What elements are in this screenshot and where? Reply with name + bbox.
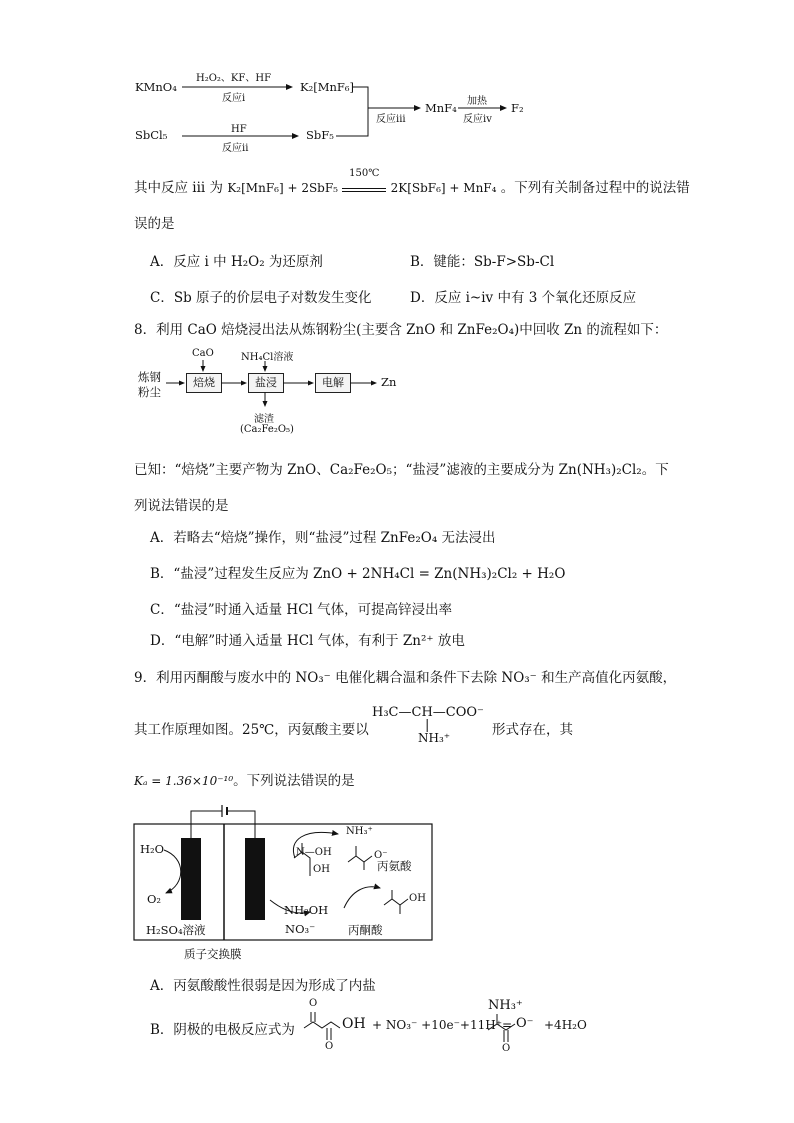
cao-label: CaO (192, 348, 214, 359)
leach-box: 盐浸 (248, 373, 284, 393)
q7-stem-b: 。下列有关制备过程中的说法错 (500, 180, 690, 196)
cell-o2-label: O₂ (147, 892, 162, 906)
option-b-ominus: O⁻ (516, 1016, 534, 1031)
oxime-oh-label: OH (313, 864, 330, 875)
residue-formula: (Ca₂Fe₂O₅) (240, 424, 294, 435)
oxime-noh-label: N—OH (296, 847, 332, 858)
q7-option-b: B．键能：Sb-F>Sb-Cl (410, 254, 555, 270)
sbcl5-label: SbCl₅ (135, 128, 168, 142)
k2mnf6-label: K₂[MnF₆] (300, 80, 354, 94)
q9-option-a: A．丙氨酸酸性很弱是因为形成了内盐 (150, 978, 376, 994)
cell-h2o-label: H₂O (140, 842, 165, 856)
source-label-2: 粉尘 (138, 385, 161, 399)
ka-expression: Kₐ = 1.36×10⁻¹⁰ (134, 774, 234, 788)
kmno4-label: KMnO₄ (135, 80, 177, 94)
nh2oh-label: NH₂OH (284, 903, 329, 917)
option-b-suffix: +4H₂O (544, 1018, 587, 1032)
q8-option-d: D．“电解”时通入适量 HCl 气体，有利于 Zn²⁺ 放电 (150, 633, 465, 649)
electrolysis-box: 电解 (315, 373, 351, 393)
roast-box: 焙烧 (186, 373, 222, 393)
mnf4-label: MnF₄ (425, 101, 457, 115)
reagent-i-label: H₂O₂、KF、HF (196, 73, 272, 84)
reaction-ii-label: 反应ii (222, 143, 249, 154)
q9-stem-line2b: 形式存在，其 (492, 722, 573, 738)
cell-h2so4-label: H₂SO₄溶液 (146, 923, 206, 937)
q7-option-c: C．Sb 原子的价层电子对数发生变化 (150, 290, 372, 306)
residue-label: 滤渣 (254, 414, 274, 425)
reaction-i-label: 反应i (222, 93, 246, 104)
q8-option-c: C．“盐浸”时通入适量 HCl 气体，可提高锌浸出率 (150, 602, 453, 618)
option-b-oh: OH (342, 1016, 366, 1032)
q8-known-line2: 列说法错误的是 (134, 498, 229, 514)
reaction-iv-label: 反应iv (463, 114, 492, 125)
q9-stem-3: 。下列说法错误的是 (233, 773, 355, 789)
q7-option-a: A．反应 i 中 H₂O₂ 为还原剂 (150, 254, 323, 270)
q7-stem-line2: 误的是 (134, 216, 175, 232)
reagent-ii-label: HF (231, 124, 247, 135)
q8-known-line1: 已知：“焙烧”主要产物为 ZnO、Ca₂Fe₂O₅；“盐浸”滤液的主要成分为 Zn(NH₃)₂Cl₂。下 (134, 462, 669, 478)
f2-label: F₂ (511, 101, 524, 115)
alanine-name-label: 丙氨酸 (377, 859, 412, 873)
source-label-1: 炼钢 (138, 370, 161, 384)
q8-stem: 8．利用 CaO 焙烧浸出法从炼钢粉尘(主要含 ZnO 和 ZnFe₂O₄)中回收 Zn 的流程如下： (134, 322, 668, 338)
alanine-structure-top: H₃C—CH—COO⁻ (372, 705, 484, 720)
q7-stem-a: 其中反应 iii 为 (134, 180, 224, 196)
pyruvic-oh-label: OH (409, 893, 426, 904)
nh4cl-label: NH₄Cl溶液 (241, 352, 294, 363)
heat-label: 加热 (467, 96, 487, 107)
option-b-middle: + NO₃⁻ +10e⁻+11H⁺= (372, 1018, 513, 1032)
option-b-nh3: NH₃⁺ (488, 998, 523, 1013)
alanine-nh3-label: NH₃⁺ (346, 826, 373, 837)
q7-eq-left: K₂[MnF₆] + 2SbF₅ (227, 181, 338, 195)
q8-option-b: B．“盐浸”过程发生反应为 ZnO + 2NH₄Cl = Zn(NH₃)₂Cl₂ + H₂O (150, 566, 566, 582)
q7-eq-condition: 150℃ (349, 168, 380, 179)
q9-stem-line2a: 其工作原理如图。25℃，丙氨酸主要以 (134, 722, 369, 738)
alanine-ominus-label: O⁻ (374, 850, 388, 861)
sbf5-label: SbF₅ (306, 128, 334, 142)
q9-option-b-prefix: B．阴极的电极反应式为 (150, 1022, 295, 1038)
q9-stem-line1: 9．利用丙酮酸与废水中的 NO₃⁻ 电催化耦合温和条件下去除 NO₃⁻ 和生产高值化丙氨酸， (134, 670, 677, 686)
zn-product-label: Zn (381, 375, 397, 389)
no3-label: NO₃⁻ (285, 922, 316, 936)
q8-option-a: A．若略去“焙烧”操作，则“盐浸”过程 ZnFe₂O₄ 无法浸出 (150, 530, 496, 546)
q7-eq-right: 2K[SbF₆] + MnF₄ (390, 181, 497, 195)
q7-option-d: D．反应 i~iv 中有 3 个氧化还原反应 (410, 290, 637, 306)
alanine-structure-bottom: NH₃⁺ (418, 731, 451, 745)
reaction-iii-label: 反应iii (376, 114, 406, 125)
pyruvic-name-label: 丙酮酸 (348, 923, 383, 937)
membrane-label: 质子交换膜 (184, 947, 242, 961)
